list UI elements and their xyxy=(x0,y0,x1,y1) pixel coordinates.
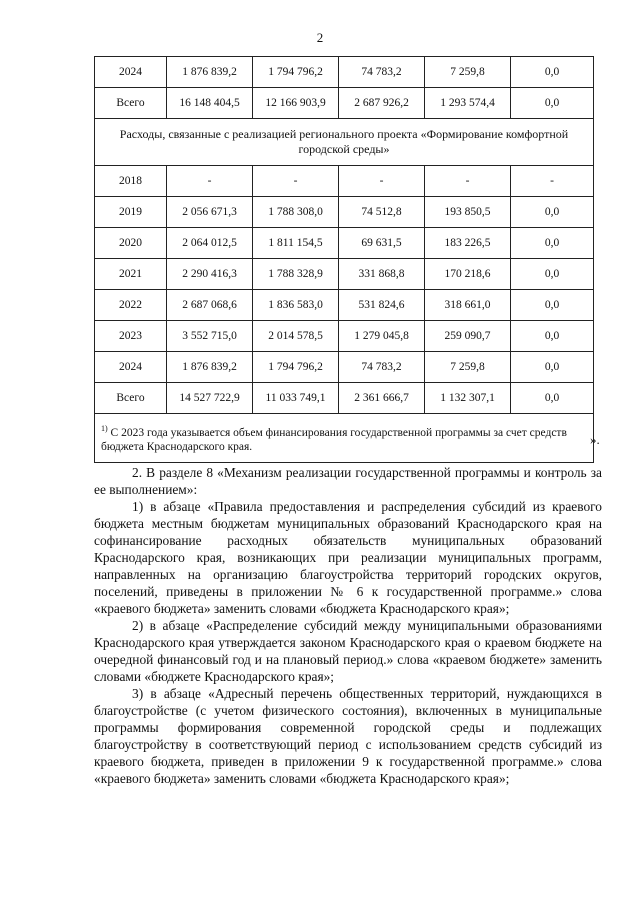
financing-table-section-header xyxy=(95,119,594,166)
financing-table-section xyxy=(95,166,594,414)
table-row xyxy=(95,352,594,383)
table-cell-year: Всего xyxy=(95,383,167,414)
table-cell-amount: 12 166 903,9 xyxy=(253,88,339,119)
table-cell-amount: 259 090,7 xyxy=(425,321,511,352)
table-cell-amount: - xyxy=(253,166,339,197)
table-row xyxy=(95,88,594,119)
table-cell-amount: - xyxy=(511,166,594,197)
table-row xyxy=(95,383,594,414)
table-cell-amount: 0,0 xyxy=(511,57,594,88)
table-cell-amount: 1 279 045,8 xyxy=(339,321,425,352)
table-cell-year: 2018 xyxy=(95,166,167,197)
closing-quote: ». xyxy=(590,432,600,447)
table-cell-amount: 74 512,8 xyxy=(339,197,425,228)
table-cell-amount: 2 361 666,7 xyxy=(339,383,425,414)
table-cell-amount: 531 824,6 xyxy=(339,290,425,321)
table-cell-amount: 0,0 xyxy=(511,228,594,259)
table-cell-amount: 74 783,2 xyxy=(339,57,425,88)
table-cell-amount: 1 788 328,9 xyxy=(253,259,339,290)
table-cell-amount: - xyxy=(339,166,425,197)
table-row xyxy=(95,290,594,321)
table-row xyxy=(95,57,594,88)
table-cell-amount: 74 783,2 xyxy=(339,352,425,383)
page-number: 2 xyxy=(316,30,324,45)
table-cell-amount: 1 293 574,4 xyxy=(425,88,511,119)
table-cell-amount: 11 033 749,1 xyxy=(253,383,339,414)
footnote-mark: 1) xyxy=(101,423,108,433)
table-cell-amount: 0,0 xyxy=(511,321,594,352)
financing-table-top xyxy=(95,57,594,119)
table-cell-year: 2021 xyxy=(95,259,167,290)
paragraph-item-3: 3) в абзаце «Адресный перечень общественных территорий, нуждающихся в благоустройстве (с учетом физического состояния), включенных в муниципальные программы формирования современной городской среды и подлежащих благоустройству в соответствующий период с использованием средств субсидий из краевого бюджета, приведен в приложении 9 к государственной программе.» слова «краевого бюджета» заменить словами «бюджета Краснодарского края»; xyxy=(94,686,602,786)
table-cell-year: 2023 xyxy=(95,321,167,352)
table-cell-year: 2022 xyxy=(95,290,167,321)
financing-table-footnote xyxy=(95,414,594,463)
table-cell-amount: 3 552 715,0 xyxy=(167,321,253,352)
table-cell-amount: 0,0 xyxy=(511,259,594,290)
table-cell-amount: 1 794 796,2 xyxy=(253,57,339,88)
table-cell-amount: 183 226,5 xyxy=(425,228,511,259)
table-cell-year: 2019 xyxy=(95,197,167,228)
table-cell-amount: 2 014 578,5 xyxy=(253,321,339,352)
table-cell-amount: 193 850,5 xyxy=(425,197,511,228)
table-cell-year: 2020 xyxy=(95,228,167,259)
table-cell-amount: 16 148 404,5 xyxy=(167,88,253,119)
amendment-text xyxy=(94,464,602,787)
table-cell-year: 2024 xyxy=(95,352,167,383)
table-cell-amount: 2 687 068,6 xyxy=(167,290,253,321)
footnote-row xyxy=(95,414,594,463)
table-cell-amount: 0,0 xyxy=(511,290,594,321)
section-caption: Расходы, связанные с реализацией регионального проекта «Формирование комфортной городской среды» xyxy=(95,119,594,166)
table-cell-amount: 1 876 839,2 xyxy=(167,352,253,383)
table-cell-amount: 1 788 308,0 xyxy=(253,197,339,228)
table-cell-amount: 170 218,6 xyxy=(425,259,511,290)
table-cell-year: Всего xyxy=(95,88,167,119)
table-cell-amount: 331 868,8 xyxy=(339,259,425,290)
table-cell-amount: 0,0 xyxy=(511,383,594,414)
paragraph-item-1: 1) в абзаце «Правила предоставления и распределения субсидий из краевого бюджета местным бюджетам муниципальных образований Краснодарского края на софинансирование расходных обязательств муниципальных образований Краснодарского края, возникающих при реализации муниципальных программ, направленных на организацию благоустройства территорий городских округов, поселений, приведены в приложении № 6 к государственной программе.» слова «краевого бюджета» заменить словами «бюджета Краснодарского края»; xyxy=(94,499,602,616)
table-cell-amount: 0,0 xyxy=(511,88,594,119)
paragraph-section-8: 2. В разделе 8 «Механизм реализации государственной программы и контроль за ее выполнением»: xyxy=(94,465,602,497)
table-cell-amount: 1 794 796,2 xyxy=(253,352,339,383)
table-cell-amount: 1 132 307,1 xyxy=(425,383,511,414)
table-cell-amount: 1 811 154,5 xyxy=(253,228,339,259)
table-row xyxy=(95,321,594,352)
table-row xyxy=(95,259,594,290)
table-cell-amount: 318 661,0 xyxy=(425,290,511,321)
table-cell-amount: 2 687 926,2 xyxy=(339,88,425,119)
table-cell-year: 2024 xyxy=(95,57,167,88)
table-cell-amount: 69 631,5 xyxy=(339,228,425,259)
table-cell-amount: 7 259,8 xyxy=(425,57,511,88)
table-row xyxy=(95,166,594,197)
table-cell-amount: 2 056 671,3 xyxy=(167,197,253,228)
table-cell-amount: 2 290 416,3 xyxy=(167,259,253,290)
table-cell-amount: 0,0 xyxy=(511,197,594,228)
footnote xyxy=(95,414,594,463)
table-row xyxy=(95,228,594,259)
table-cell-amount: 1 876 839,2 xyxy=(167,57,253,88)
table-cell-amount: 2 064 012,5 xyxy=(167,228,253,259)
paragraph-item-2: 2) в абзаце «Распределение субсидий между муниципальными образованиями Краснодарского края утверждается законом Краснодарского края о краевом бюджете на очередной финансовый год и на плановый период.» слова «краевом бюджете» заменить словами «бюджете Краснодарского края»; xyxy=(94,618,602,684)
table-cell-amount: 14 527 722,9 xyxy=(167,383,253,414)
table-row xyxy=(95,197,594,228)
section-caption-row xyxy=(95,119,594,166)
table-cell-amount: 0,0 xyxy=(511,352,594,383)
footnote-text: С 2023 года указывается объем финансирования государственной программы за счет средств бюджета Краснодарского края. xyxy=(101,426,567,454)
table-cell-amount: - xyxy=(425,166,511,197)
financing-table xyxy=(94,56,594,463)
table-cell-amount: 1 836 583,0 xyxy=(253,290,339,321)
table-cell-amount: 7 259,8 xyxy=(425,352,511,383)
table-cell-amount: - xyxy=(167,166,253,197)
